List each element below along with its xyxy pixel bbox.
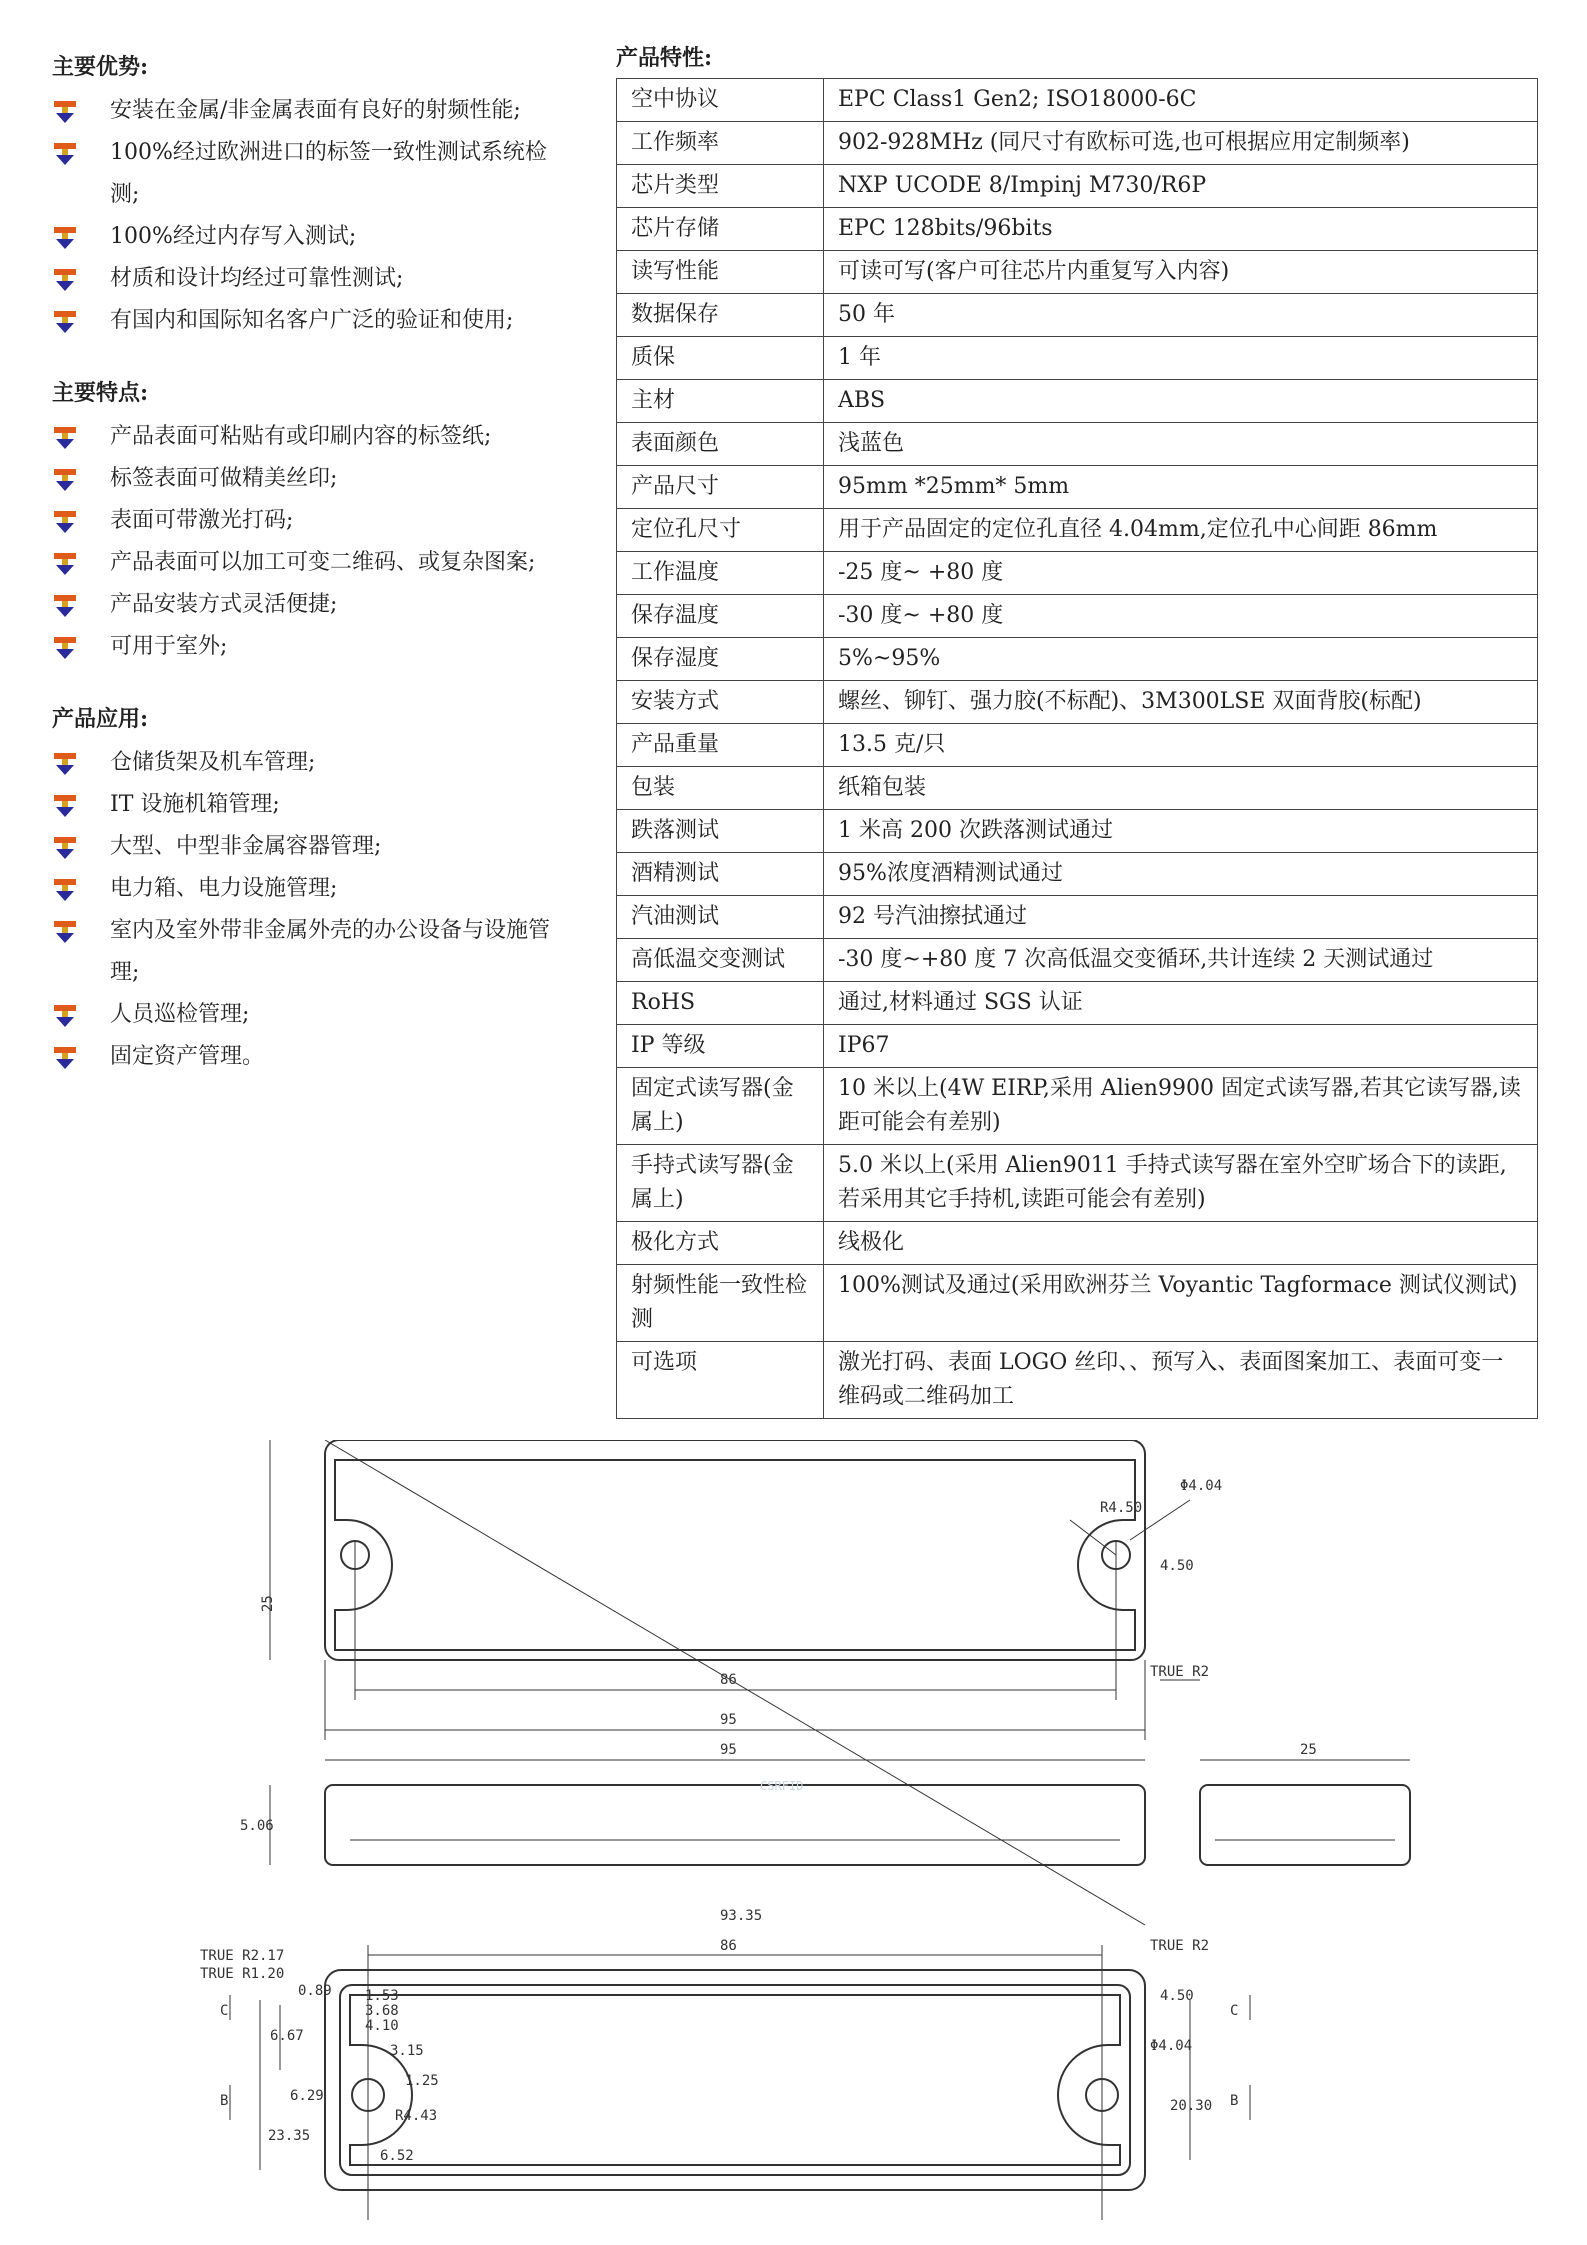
- spec-key: 保存湿度: [617, 638, 824, 681]
- table-row: [617, 423, 1538, 466]
- spec-value: 10 米以上(4W EIRP,采用 Alien9900 固定式读写器,若其它读写器,读距可能会有差别): [824, 1068, 1538, 1145]
- section-c-right: C: [1230, 2003, 1239, 2019]
- features-list: [52, 416, 562, 668]
- table-row: [617, 79, 1538, 122]
- bottom-spacing-label: 86: [720, 1938, 737, 1954]
- table-row: [617, 982, 1538, 1025]
- table-row: [617, 294, 1538, 337]
- spec-value: -30 度~ +80 度: [824, 595, 1538, 638]
- top-height-label: 25: [260, 1595, 276, 1612]
- bottom-dim-label: 6.52: [380, 2148, 414, 2164]
- spec-value: 5%~95%: [824, 638, 1538, 681]
- spec-key: 数据保存: [617, 294, 824, 337]
- list-item: 产品表面可以加工可变二维码、或复杂图案;: [52, 542, 562, 584]
- list-item: 固定资产管理。: [52, 1036, 562, 1078]
- spec-key: IP 等级: [617, 1025, 824, 1068]
- list-item: 电力箱、电力设施管理;: [52, 868, 562, 910]
- watermark: CSRFID: [760, 1779, 804, 1793]
- spec-value: 50 年: [824, 294, 1538, 337]
- spec-value: 100%测试及通过(采用欧洲芬兰 Voyantic Tagformace 测试仪测试): [824, 1265, 1538, 1342]
- arrow-bullet-icon: [52, 98, 78, 124]
- bottom-offset-label: 4.50: [1160, 1988, 1194, 2004]
- table-row: [617, 380, 1538, 423]
- spec-key: 工作频率: [617, 122, 824, 165]
- arrow-bullet-icon: [52, 876, 78, 902]
- list-item: 仓储货架及机车管理;: [52, 742, 562, 784]
- section-b-left: B: [220, 2093, 229, 2109]
- table-row: [617, 1222, 1538, 1265]
- spec-column: [616, 42, 1538, 1419]
- top-view: [270, 1440, 1200, 1740]
- spec-key: 保存温度: [617, 595, 824, 638]
- spec-table: [616, 78, 1538, 1419]
- bottom-dim-label: R4.43: [395, 2108, 438, 2124]
- bottom-hole-label: Φ4.04: [1150, 2038, 1193, 2054]
- arrow-bullet-icon: [52, 792, 78, 818]
- arrow-bullet-icon: [52, 634, 78, 660]
- spec-value: -25 度~ +80 度: [824, 552, 1538, 595]
- top-hole-label: Φ4.04: [1180, 1478, 1223, 1494]
- list-item: 表面可带激光打码;: [52, 500, 562, 542]
- table-row: [617, 337, 1538, 380]
- arrow-bullet-icon: [52, 466, 78, 492]
- arrow-bullet-icon: [52, 1002, 78, 1028]
- side-view: [270, 1760, 1410, 1865]
- applications-section: [52, 704, 562, 1078]
- arrow-bullet-icon: [52, 918, 78, 944]
- top-spacing-label: 86: [720, 1672, 737, 1688]
- table-row: [617, 595, 1538, 638]
- spec-value: 5.0 米以上(采用 Alien9011 手持式读写器在室外空旷场合下的读距,若采用其它手持机,读距可能会有差别): [824, 1145, 1538, 1222]
- list-item: 100%经过欧洲进口的标签一致性测试系统检测;: [52, 132, 562, 216]
- list-item: 产品安装方式灵活便捷;: [52, 584, 562, 626]
- side-length-label: 95: [720, 1742, 737, 1758]
- left-column: [52, 52, 562, 1114]
- spec-key: 极化方式: [617, 1222, 824, 1265]
- spec-value: 13.5 克/只: [824, 724, 1538, 767]
- list-item: 有国内和国际知名客户广泛的验证和使用;: [52, 300, 562, 342]
- spec-value: 线极化: [824, 1222, 1538, 1265]
- arrow-bullet-icon: [52, 224, 78, 250]
- table-row: [617, 896, 1538, 939]
- top-r-label: R4.50: [1100, 1500, 1143, 1516]
- spec-value: 902-928MHz (同尺寸有欧标可选,也可根据应用定制频率): [824, 122, 1538, 165]
- spec-key: 可选项: [617, 1342, 824, 1419]
- spec-value: EPC Class1 Gen2; ISO18000-6C: [824, 79, 1538, 122]
- bottom-dim-label: 1.53: [365, 1988, 399, 2004]
- arrow-bullet-icon: [52, 266, 78, 292]
- features-section: [52, 378, 562, 668]
- spec-value: 浅蓝色: [824, 423, 1538, 466]
- table-row: [617, 251, 1538, 294]
- spec-key: 读写性能: [617, 251, 824, 294]
- spec-value: 螺丝、铆钉、强力胶(不标配)、3M300LSE 双面背胶(标配): [824, 681, 1538, 724]
- spec-key: 跌落测试: [617, 810, 824, 853]
- list-item: IT 设施机箱管理;: [52, 784, 562, 826]
- spec-key: 高低温交变测试: [617, 939, 824, 982]
- table-row: [617, 1342, 1538, 1419]
- spec-value: NXP UCODE 8/Impinj M730/R6P: [824, 165, 1538, 208]
- bottom-dim-label: 4.10: [365, 2018, 399, 2034]
- table-row: [617, 1145, 1538, 1222]
- spec-value: IP67: [824, 1025, 1538, 1068]
- bottom-vdim-label: 23.35: [268, 2128, 311, 2144]
- spec-key: 质保: [617, 337, 824, 380]
- arrow-bullet-icon: [52, 424, 78, 450]
- spec-key: 射频性能一致性检测: [617, 1265, 824, 1342]
- spec-key: 酒精测试: [617, 853, 824, 896]
- list-item: 室内及室外带非金属外壳的办公设备与设施管理;: [52, 910, 562, 994]
- spec-value: 可读可写(客户可往芯片内重复写入内容): [824, 251, 1538, 294]
- spec-value: ABS: [824, 380, 1538, 423]
- table-row: [617, 165, 1538, 208]
- table-row: [617, 1068, 1538, 1145]
- arrow-bullet-icon: [52, 550, 78, 576]
- spec-key: 空中协议: [617, 79, 824, 122]
- spec-key: 手持式读写器(金属上): [617, 1145, 824, 1222]
- side-thickness-label: 5.06: [240, 1818, 274, 1834]
- advantages-list: [52, 90, 562, 342]
- applications-title: 产品应用:: [52, 706, 149, 732]
- table-row: [617, 552, 1538, 595]
- spec-key: 固定式读写器(金属上): [617, 1068, 824, 1145]
- arrow-bullet-icon: [52, 308, 78, 334]
- spec-key: 包装: [617, 767, 824, 810]
- applications-list: [52, 742, 562, 1078]
- spec-value: 纸箱包装: [824, 767, 1538, 810]
- advantages-section: [52, 52, 562, 342]
- spec-value: 激光打码、表面 LOGO 丝印、、预写入、表面图案加工、表面可变一维码或二维码加工: [824, 1342, 1538, 1419]
- arrow-bullet-icon: [52, 834, 78, 860]
- table-row: [617, 724, 1538, 767]
- table-row: [617, 208, 1538, 251]
- table-row: [617, 122, 1538, 165]
- spec-key: 产品重量: [617, 724, 824, 767]
- bottom-height-label: 20.30: [1170, 2098, 1213, 2114]
- spec-value: -30 度~+80 度 7 次高低温交变循环,共计连续 2 天测试通过: [824, 939, 1538, 982]
- top-offset-label: 4.50: [1160, 1558, 1194, 1574]
- bottom-vdim-label: 6.67: [270, 2028, 304, 2044]
- spec-key: 汽油测试: [617, 896, 824, 939]
- table-row: [617, 939, 1538, 982]
- list-item: 100%经过内存写入测试;: [52, 216, 562, 258]
- table-row: [617, 681, 1538, 724]
- spec-key: 产品尺寸: [617, 466, 824, 509]
- spec-value: 通过,材料通过 SGS 认证: [824, 982, 1538, 1025]
- bottom-corner-label: TRUE R2: [1150, 1938, 1210, 1954]
- spec-key: 芯片存储: [617, 208, 824, 251]
- spec-value: 用于产品固定的定位孔直径 4.04mm,定位孔中心间距 86mm: [824, 509, 1538, 552]
- table-row: [617, 810, 1538, 853]
- bottom-dim-label: 1.25: [405, 2073, 439, 2089]
- bottom-view: [230, 1440, 1250, 2220]
- side-width-label: 25: [1300, 1742, 1317, 1758]
- bottom-dim-label: 0.89: [298, 1983, 332, 1999]
- list-item: 标签表面可做精美丝印;: [52, 458, 562, 500]
- spec-key: 工作温度: [617, 552, 824, 595]
- spec-value: 92 号汽油擦拭通过: [824, 896, 1538, 939]
- spec-value: 95mm *25mm* 5mm: [824, 466, 1538, 509]
- bottom-vdim-label: 6.29: [290, 2088, 324, 2104]
- spec-key: RoHS: [617, 982, 824, 1025]
- list-item: 材质和设计均经过可靠性测试;: [52, 258, 562, 300]
- list-item: 人员巡检管理;: [52, 994, 562, 1036]
- table-row: [617, 853, 1538, 896]
- arrow-bullet-icon: [52, 592, 78, 618]
- spec-key: 表面颜色: [617, 423, 824, 466]
- list-item: 大型、中型非金属容器管理;: [52, 826, 562, 868]
- spec-value: 95%浓度酒精测试通过: [824, 853, 1538, 896]
- top-length-label: 95: [720, 1712, 737, 1728]
- arrow-bullet-icon: [52, 508, 78, 534]
- spec-key: 芯片类型: [617, 165, 824, 208]
- table-row: [617, 1025, 1538, 1068]
- spec-key: 定位孔尺寸: [617, 509, 824, 552]
- section-c-left: C: [220, 2003, 229, 2019]
- spec-value: EPC 128bits/96bits: [824, 208, 1538, 251]
- spec-title: 产品特性:: [616, 45, 713, 71]
- list-item: 安装在金属/非金属表面有良好的射频性能;: [52, 90, 562, 132]
- table-row: [617, 509, 1538, 552]
- spec-value: 1 年: [824, 337, 1538, 380]
- technical-drawings: [200, 1440, 1560, 2240]
- spec-key: 安装方式: [617, 681, 824, 724]
- arrow-bullet-icon: [52, 1044, 78, 1070]
- bottom-overall-label: 93.35: [720, 1908, 763, 1924]
- spec-key: 主材: [617, 380, 824, 423]
- list-item: 可用于室外;: [52, 626, 562, 668]
- bottom-dim-label: 3.15: [390, 2043, 424, 2059]
- list-item: 产品表面可粘贴有或印刷内容的标签纸;: [52, 416, 562, 458]
- bottom-r-inner-label: TRUE R1.20: [200, 1966, 285, 1982]
- arrow-bullet-icon: [52, 750, 78, 776]
- table-row: [617, 638, 1538, 681]
- features-title: 主要特点:: [52, 380, 149, 406]
- advantages-title: 主要优势:: [52, 54, 149, 80]
- table-row: [617, 1265, 1538, 1342]
- table-row: [617, 767, 1538, 810]
- top-corner-label: TRUE R2: [1150, 1664, 1210, 1680]
- bottom-r-outer-label: TRUE R2.17: [200, 1948, 285, 1964]
- section-b-right: B: [1230, 2093, 1239, 2109]
- table-row: [617, 466, 1538, 509]
- spec-value: 1 米高 200 次跌落测试通过: [824, 810, 1538, 853]
- arrow-bullet-icon: [52, 140, 78, 166]
- bottom-dim-label: 3.68: [365, 2003, 399, 2019]
